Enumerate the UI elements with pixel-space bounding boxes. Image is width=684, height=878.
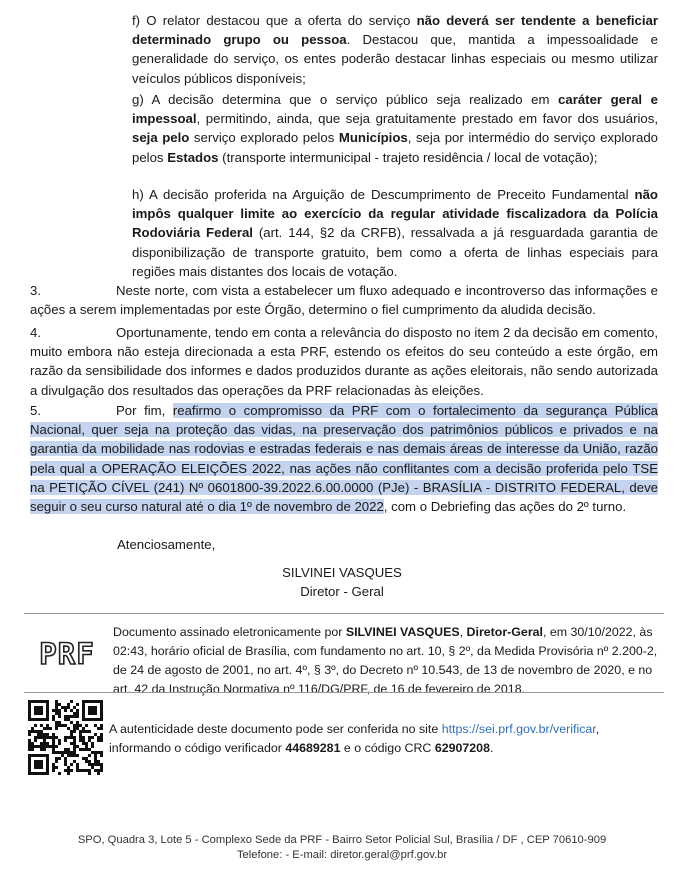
footer-contact: Telefone: - E-mail: diretor.geral@prf.gov.br <box>236 849 448 861</box>
paragraph-text: Oportunamente, tendo em conta a relevância do disposto no item 2 da decisão em comento, muito embora não esteja direcionada a esta PRF, estendo os efeitos do seu conteúdo a este órgão, em razão da sensibilidade dos informes e dados produzidos durante as ações eleitorais, não sendo autorizada a divulgação dos resultados das operações da PRF relacionadas às eleições. <box>30 325 658 398</box>
paragraph-number: 3. <box>30 283 41 298</box>
item-g-bold-4: Estados <box>167 149 219 165</box>
item-g-bold-3: Municípios <box>338 130 408 146</box>
item-g-text-2: , permitindo, ainda, que seja gratuitamente prestado em favor dos usuários, <box>196 111 658 127</box>
notice-text: Documento assinado eletronicamente por <box>113 625 346 639</box>
paragraph-text: Por fim, <box>116 403 173 418</box>
paragraph-3 <box>30 281 658 319</box>
paragraph-number: 4. <box>30 325 41 340</box>
divider <box>24 692 664 693</box>
item-f-bold: não deverá ser tendente a beneficiar determinado grupo ou pessoa <box>132 13 658 48</box>
crc-code: 62907208 <box>434 741 490 755</box>
verify-text-3: e o código CRC <box>340 741 435 755</box>
paragraph-text-end: , com o Debriefing das ações do 2º turno. <box>383 499 627 515</box>
signature-block <box>0 563 684 601</box>
item-g-text-4: , seja por intermédio do serviço explorado pelos <box>132 130 658 165</box>
item-g-bold: caráter geral e impessoal <box>132 92 658 127</box>
item-f-text-2: . Destacou que, mantida a impessoalidade e generalidade do serviço, os entes poderão destacar linhas especiais ou mesmo utilizar veículos públicos disponíveis; <box>132 32 659 86</box>
paragraph-text: Neste norte, com vista a estabelecer um fluxo adequado e incontroverso das informações e ações a serem implementadas por este Órgão, determino o fiel cumprimento da aludida decisão. <box>30 283 658 318</box>
paragraph-number: 5. <box>30 403 41 418</box>
signer-name: SILVINEI VASQUES <box>282 565 402 580</box>
divider <box>24 613 664 614</box>
prf-logo-text: PRF <box>39 638 95 670</box>
paragraph-4 <box>30 323 658 400</box>
footer <box>0 833 684 863</box>
notice-role: Diretor-Geral <box>466 625 543 639</box>
item-h-text: h) A decisão proferida na Arguição de Descumprimento de Preceito Fundamental <box>132 187 635 202</box>
signer-role: Diretor - Geral <box>300 584 384 599</box>
item-f-text: f) O relator destacou que a oferta do serviço <box>132 13 417 28</box>
item-g-text: g) A decisão determina que o serviço público seja realizado em <box>132 92 559 107</box>
verify-text: A autenticidade deste documento pode ser conferida no site <box>109 722 442 736</box>
item-g-text-5: (transporte intermunicipal - trajeto residência / local de votação); <box>218 149 598 165</box>
item-f <box>132 11 658 88</box>
paragraph-5 <box>30 401 658 516</box>
notice-sep: , <box>459 625 467 639</box>
authenticity-notice <box>109 720 664 758</box>
closing-salutation: Atenciosamente, <box>117 537 216 552</box>
item-h-bold: não impôs qualquer limite ao exercício da regular atividade fiscalizadora da Polícia Rodoviária Federal <box>132 187 658 241</box>
prf-logo <box>30 638 104 670</box>
highlighted-text[interactable]: reafirmo o compromisso da PRF com o fortalecimento da segurança Pública Nacional, quer seja na proteção das vidas, na preservação dos patrimônios públicos e privados e na garantia da mobilidade nas rodovias e estradas federais e nas demais áreas de interesse da União, razão pela qual a OPERAÇÃO ELEIÇÕES 2022, nas ações não conflitantes com a decisão proferida pelo TSE na PETIÇÃO CÍVEL (241) Nº 0601800-39.2022.6.00.0000 (PJe) - BRASÍLIA - DISTRITO FEDERAL, deve seguir o seu curso natural até o dia 1º de novembro de 2022 <box>30 403 659 515</box>
item-g-bold-2: seja pelo <box>132 130 190 146</box>
verify-text-4: . <box>489 741 494 755</box>
item-h <box>132 185 658 281</box>
notice-text-2: , em 30/10/2022, às 02:43, horário oficial de Brasília, com fundamento no art. 10, § 2º, da Medida Provisória nº 2.200-2, de 24 de agosto de 2001, no art. 4º, § 3º, do Decreto nº 10.543, de 13 de novembro de 2020, e no art. 42 da Instrução Normativa nº 116/DG/PRF, de 16 de fevereiro de 2018. <box>113 625 658 696</box>
verify-link[interactable]: https://sei.prf.gov.br/verificar <box>441 722 596 736</box>
verify-text-2: , informando o código verificador <box>109 722 600 755</box>
qr-code <box>28 700 103 775</box>
item-h-text-2: (art. 144, §2 da CRFB), ressalvada a já resguardada garantia de disponibilização de transporte gratuito, bem como a oferta de linhas especiais para regiões mais distantes dos locais de votação. <box>132 225 658 279</box>
item-g <box>132 90 658 167</box>
verifier-code: 44689281 <box>285 741 341 755</box>
notice-signer: SILVINEI VASQUES <box>345 625 460 639</box>
electronic-signature-notice <box>113 623 663 699</box>
footer-address: SPO, Quadra 3, Lote 5 - Complexo Sede da PRF - Bairro Setor Policial Sul, Brasília / DF , CEP 70610-909 <box>77 834 607 846</box>
item-g-text-3: serviço explorado pelos <box>189 130 339 146</box>
